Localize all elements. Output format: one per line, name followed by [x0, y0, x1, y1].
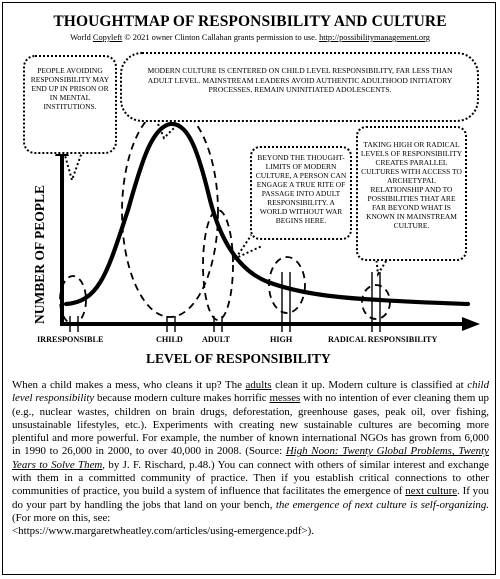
body-text-2: clean it up. Modern culture is classified at [271, 379, 468, 391]
body-text-5: , by J. F. Rischard, p.48.) You can connect with others of similar interest and exchange with them in a committed community of practice. Then if you establish critical connections to other communities of practice, you build a system of influence that facilitates the emergence of [12, 458, 489, 498]
body-underlined-next-culture: next culture [405, 485, 458, 498]
y-axis-label: NUMBER OF PEOPLE [32, 184, 47, 324]
body-text-1: When a child makes a mess, who cleans it up? The [12, 379, 246, 391]
x-axis-arrow [462, 317, 480, 331]
tick-high: HIGH [270, 335, 293, 344]
page-title: THOUGHTMAP OF RESPONSIBILITY AND CULTURE [53, 13, 447, 30]
copyleft-link[interactable]: Copyleft [92, 33, 123, 42]
copyright-text: © 2021 owner Clinton Callahan grants permission to use. [122, 33, 320, 42]
website-link[interactable]: http://possibilitymanagement.org [319, 33, 430, 42]
body-text-6: . If you do your part by handling the jobs that land on your bench, [12, 485, 489, 511]
bubble-middle-text: BEYOND THE THOUGHT-LIMITS OF MODERN CULTURE, A PERSON CAN ENGAGE A TRUE RITE OF PASSAGE INTO ADULT RESPONSIBILITY. A WORLD WITHOUT WAR BEGINS HERE. [255, 153, 347, 225]
tick-adult: ADULT [202, 335, 230, 344]
body-italic-emergence: the emergence of next culture is self-organizing. [275, 498, 490, 511]
x-axis-label: LEVEL OF RESPONSIBILITY [146, 351, 331, 366]
tick-radical: RADICAL RESPONSIBILITY [328, 335, 438, 344]
body-text-4: with no intention of ever cleaning them up (e.g., nuclear wastes, children on brain drugs, deforestation, greenhouse gases, peak oil, over fishing, unsustainable lifestyles, etc.). Experiments with creating new sustainable cultures are becoming more plentiful and more powerful. For example, the number of known international NGOs has grown from 6,000 in 1990 to 26,000 in 2000, to over 40,000 in 2008. (Source: [12, 392, 489, 458]
book-title: High Noon: Twenty Global Problems, Twenty Years to Solve Them [12, 445, 489, 471]
bubble-right-text: TAKING HIGH OR RADICAL LEVELS OF RESPONSIBILITY CREATES PARALLEL CULTURES WITH ACCESS TO ARCHETYPAL RELATIONSHIP AND TO POSSIBILITIES THAT ARE FAR BEYOND WHAT IS KNOWN IN MAINSTREAM CULTURE. [360, 140, 463, 230]
body-text-3: because modern culture makes horrific [94, 392, 270, 405]
bubble-left-text: PEOPLE AVOIDING RESPONSIBILITY MAY END UP IN PRISON OR IN MENTAL INSTITUTIONS. [30, 66, 110, 111]
body-text-7: (For more on this, see: [12, 511, 111, 524]
copyright-prefix: World [70, 33, 93, 42]
tick-child: CHILD [156, 335, 183, 344]
bubble-top-text: MODERN CULTURE IS CENTERED ON CHILD LEVEL RESPONSIBILITY, FAR LESS THAN ADULT LEVEL. MAINSTREAM LEADERS AVOID AUTHENTIC ADULTHOOD INITIATORY PROCESSES, REMAIN UNINITIATED ADOLESCENTS. [147, 66, 453, 94]
body-italic-child-level: child level responsibility [12, 379, 490, 405]
tick-irresponsible: IRRESPONSIBLE [37, 335, 104, 344]
body-underlined-adults: adults [245, 379, 272, 391]
body-underlined-messes: messes [269, 392, 301, 405]
reference-link[interactable]: <https://www.margaretwheatley.com/articles/using-emergence.pdf>). [12, 525, 314, 538]
explanation-paragraph [12, 379, 489, 539]
